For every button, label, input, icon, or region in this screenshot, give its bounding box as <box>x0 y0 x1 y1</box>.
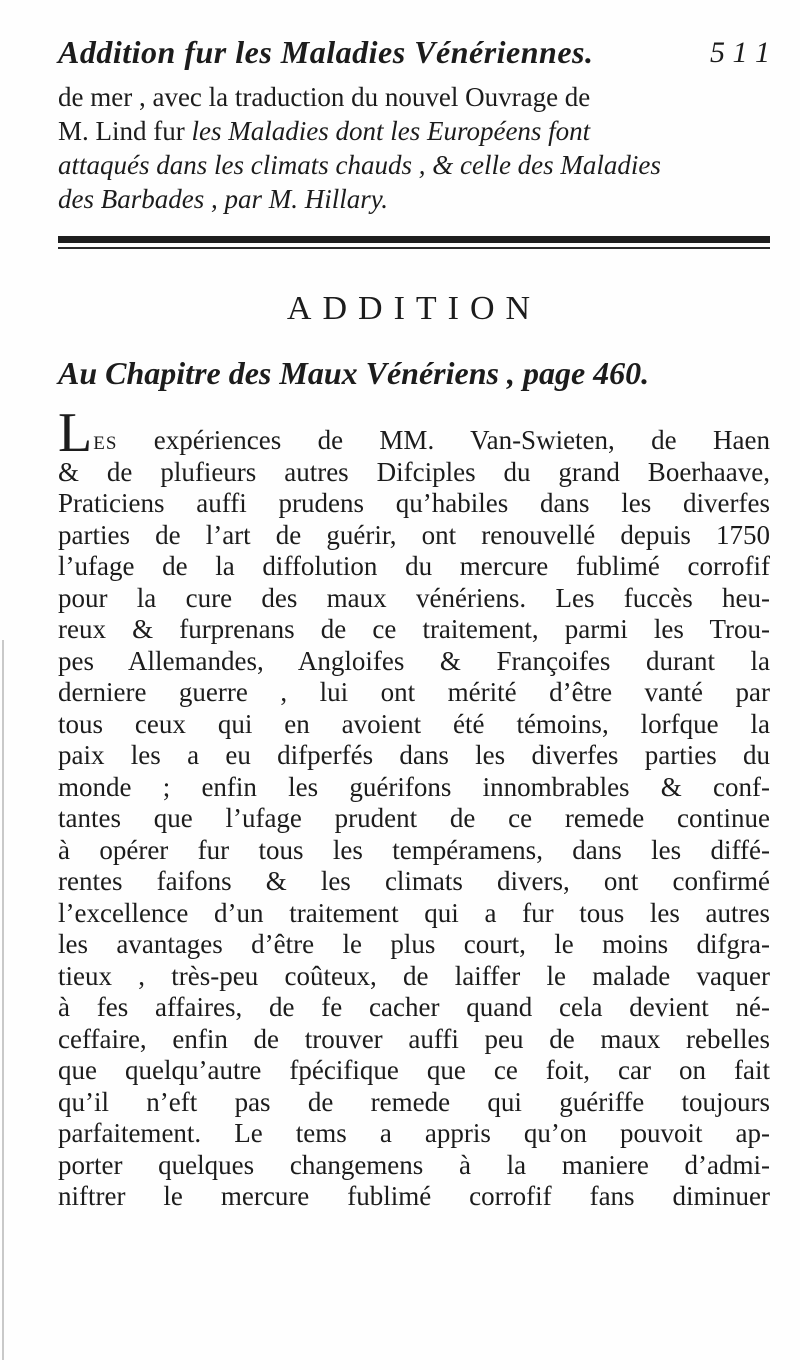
body-line: pes Allemandes, Angloifes & Françoifes durant la <box>58 645 770 676</box>
body-line: parties de l’art de guérir, ont renouvellé depuis 1750 <box>58 519 770 550</box>
intro-line: des Barbades , par M. Hillary. <box>58 184 388 214</box>
body-text <box>58 402 770 1213</box>
page-number: 5 1 1 <box>710 36 770 69</box>
intro-paragraph <box>58 80 770 216</box>
page-edge-line <box>2 640 4 1360</box>
body-line: qu’il n’eft pas de remede qui guériffe toujours <box>58 1086 770 1117</box>
body-line: paix les a eu difperfés dans les diverfes parties du <box>58 740 770 770</box>
drop-cap: L <box>58 402 93 464</box>
intro-line: attaqués dans les climats chauds , & celle des Maladies <box>58 150 661 180</box>
body-line: monde ; enfin les guérifons innombrables & conf- <box>58 771 770 802</box>
body-line: porter quelques changemens à la maniere d’admi- <box>58 1149 770 1180</box>
body-line: l’excellence d’un traitement qui a fur tous les autres <box>58 897 770 928</box>
body-line: pour la cure des maux vénériens. Les fuccès heu- <box>58 582 770 613</box>
body-line: niftrer le mercure fublimé corrofif fans diminuer <box>58 1181 770 1211</box>
body-line: tous ceux qui en avoient été témoins, lorfque la <box>58 708 770 739</box>
body-line: que quelqu’autre fpécifique que ce foit, car on fait <box>58 1055 770 1085</box>
running-head <box>58 34 770 84</box>
body-line: ceffaire, enfin de trouver auffi peu de maux rebelles <box>58 1023 770 1054</box>
body-line: Les expériences de MM. Van-Swieten, de Haen <box>58 402 770 464</box>
body-line: à fes affaires, de fe cacher quand cela devient né- <box>58 992 770 1022</box>
intro-line: de mer , avec la traduction du nouvel Ouvrage de <box>58 82 591 112</box>
body-line: tieux , très-peu coûteux, de laiffer le malade vaquer <box>58 960 770 991</box>
body-line: reux & furprenans de ce traitement, parmi les Trou- <box>58 614 770 644</box>
body-line: les avantages d’être le plus court, le moins difgra- <box>58 929 770 959</box>
body-line: rentes faifons & les climats divers, ont confirmé <box>58 866 770 896</box>
running-title: Addition fur les Maladies Vénériennes. <box>58 34 594 70</box>
ornamental-rule <box>58 236 770 243</box>
body-line: derniere guerre , lui ont mérité d’être vanté par <box>58 677 770 707</box>
intro-line: M. Lind fur les Maladies dont les Européens font <box>58 116 591 146</box>
body-line: Praticiens auffi prudens qu’habiles dans les diverfes <box>58 488 770 518</box>
body-line: l’ufage de la diffolution du mercure fublimé corrofif <box>58 551 770 581</box>
body-line: parfaitement. Le tems a appris qu’on pouvoit ap- <box>58 1118 770 1148</box>
thin-rule <box>58 247 770 249</box>
body-line: tantes que l’ufage prudent de ce remede continue <box>58 803 770 833</box>
body-line: à opérer fur tous les tempéramens, dans les diffé- <box>58 834 770 865</box>
body-line: & de plufieurs autres Difciples du grand Boerhaave, <box>58 456 770 487</box>
section-title: ADDITION <box>286 290 542 327</box>
section-subtitle: Au Chapitre des Maux Vénériens , page 460. <box>58 355 650 391</box>
